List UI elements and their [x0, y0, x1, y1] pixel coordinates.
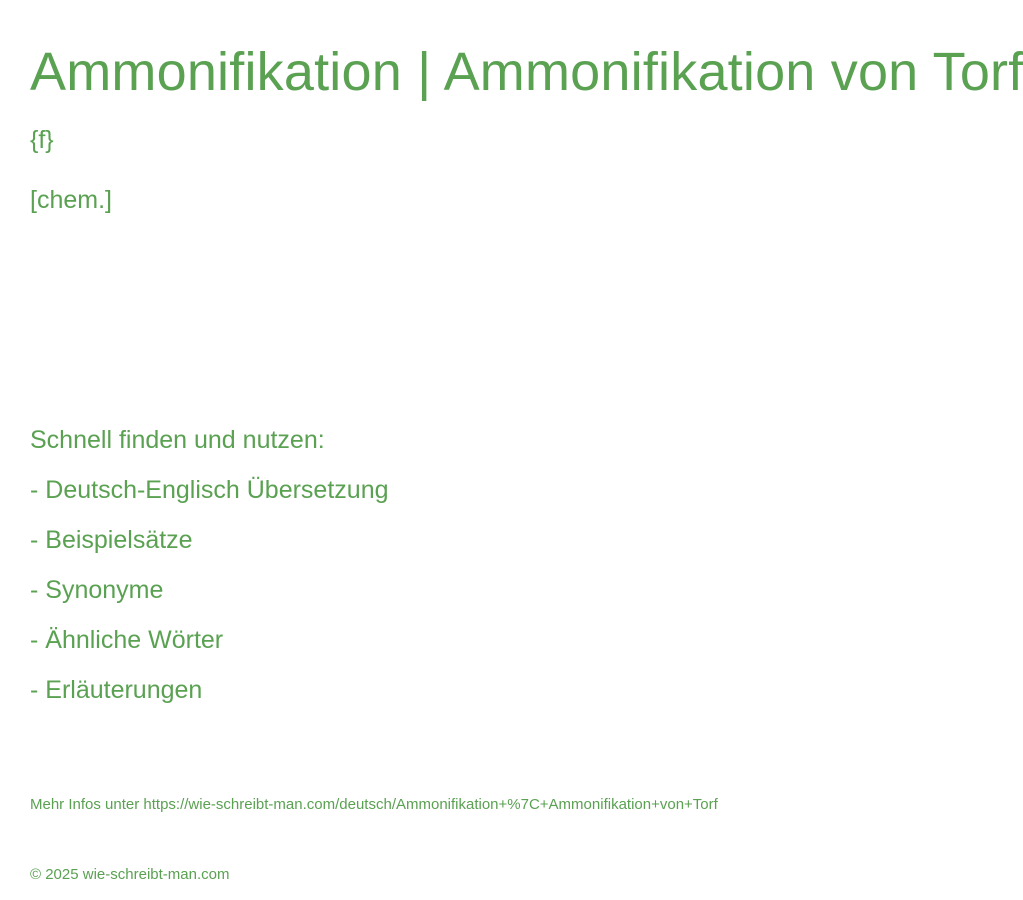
more-info-link[interactable]: Mehr Infos unter https://wie-schreibt-man.com/deutsch/Ammonifikation+%7C+Ammonifikation+von+Torf	[30, 796, 718, 813]
quick-link-example-sentences[interactable]: - Beispielsätze	[30, 526, 193, 554]
gender-label: {f}	[30, 126, 54, 154]
quick-link-translation[interactable]: - Deutsch-Englisch Übersetzung	[30, 476, 389, 504]
quick-links-list	[30, 424, 389, 724]
quick-link-similar-words[interactable]: - Ähnliche Wörter	[30, 626, 224, 654]
quick-link-synonyms[interactable]: - Synonyme	[30, 576, 164, 604]
copyright-text: © 2025 wie-schreibt-man.com	[30, 866, 230, 883]
quick-link-explanations[interactable]: - Erläuterungen	[30, 676, 203, 704]
domain-label: [chem.]	[30, 186, 112, 214]
page-title: Ammonifikation | Ammonifikation von Torf	[30, 42, 1023, 102]
quick-links-heading: Schnell finden und nutzen:	[30, 426, 325, 454]
